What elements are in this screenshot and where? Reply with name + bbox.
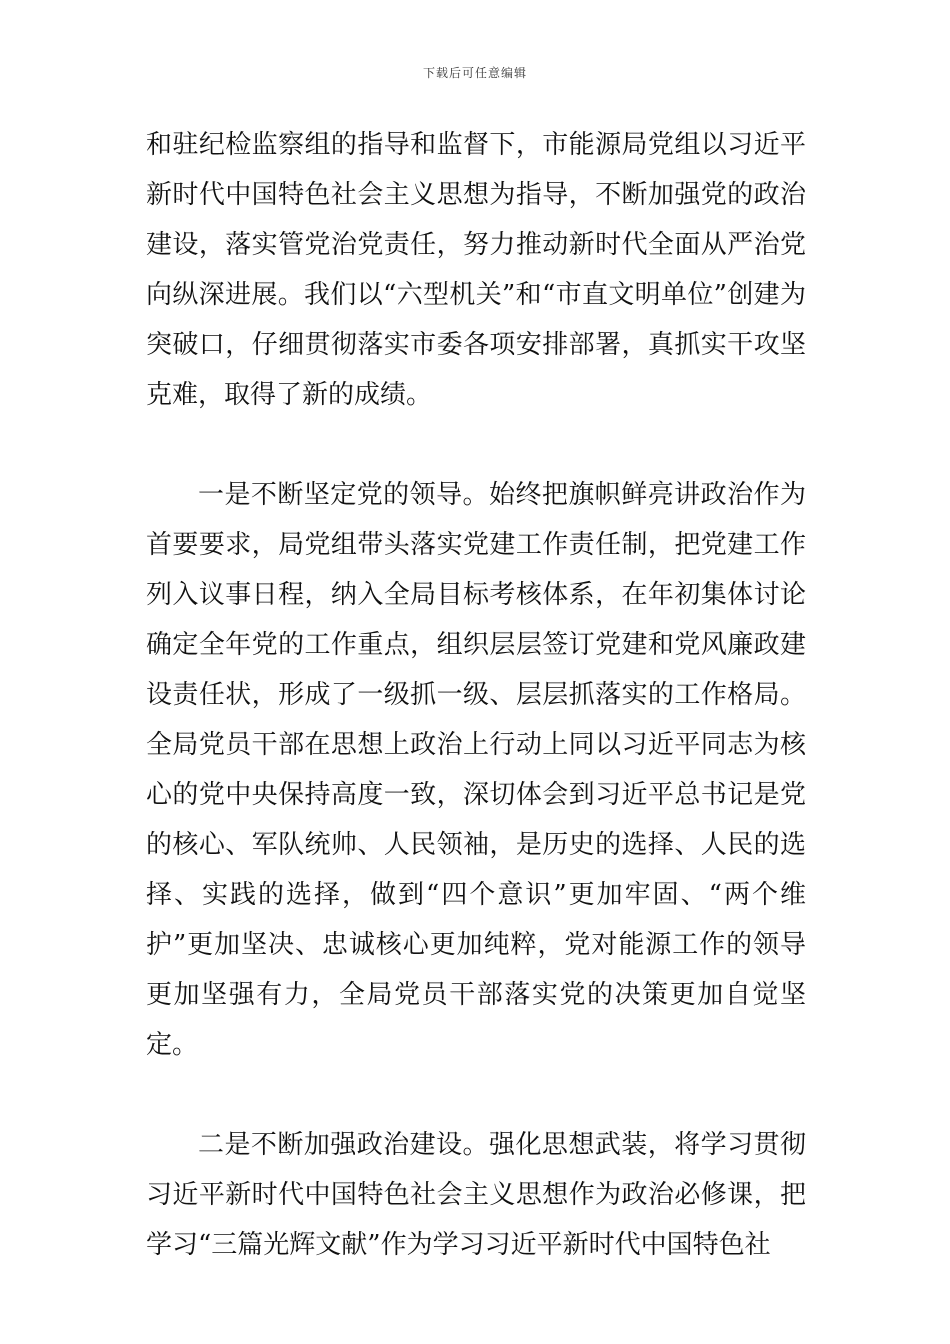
paragraph-party-leadership: 一是不断坚定党的领导。始终把旗帜鲜亮讲政治作为首要要求，局党组带头落实党建工作责任制，把党建工作列入议事日程，纳入全局目标考核体系，在年初集体讨论确定全年党的工作重点，组织层层签订党建和党风廉政建设责任状，形成了一级抓一级、层层抓落实的工作格局。全局党员干部在思想上政治上行动上同以习近平同志为核心的党中央保持高度一致，深切体会到习近平总书记是党的核心、军队统帅、人民领袖，是历史的选择、人民的选择、实践的选择，做到“四个意识”更加牢固、“两个维护”更加坚决、忠诚核心更加纯粹，党对能源工作的领导更加坚强有力，全局党员干部落实党的决策更加自觉坚定。: [146, 480, 806, 1060]
paragraph-intro: 和驻纪检监察组的指导和监督下，市能源局党组以习近平新时代中国特色社会主义思想为指导，不断加强党的政治建设，落实管党治党责任，努力推动新时代全面从严治党向纵深进展。我们以“六型机关”和“市直文明单位”创建为突破口，仔细贯彻落实市委各项安排部署，真抓实干攻坚克难，取得了新的成绩。: [146, 130, 806, 410]
page-header-note: 下载后可任意编辑: [422, 66, 527, 80]
document-body: [146, 120, 806, 1270]
paragraph-political-construction: 二是不断加强政治建设。强化思想武装，将学习贯彻习近平新时代中国特色社会主义思想作为政治必修课，把学习“三篇光辉文献”作为学习习近平新时代中国特色社: [146, 1130, 806, 1260]
